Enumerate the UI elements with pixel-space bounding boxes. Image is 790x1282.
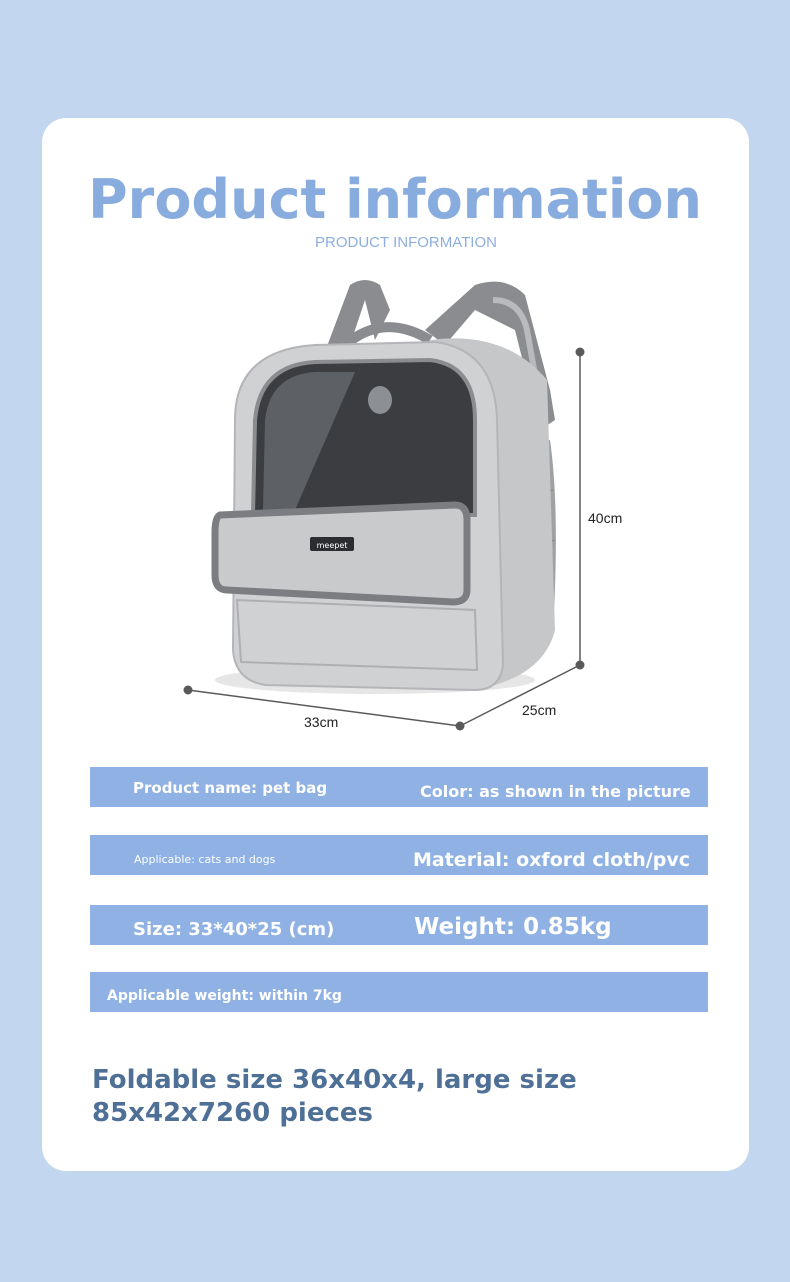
- brand-tag: meepet: [316, 541, 348, 550]
- height-label: 40cm: [588, 510, 623, 526]
- color-text: Color: as shown in the picture: [420, 782, 691, 801]
- pet-backpack-image: [175, 270, 625, 740]
- applicable-weight-text: Applicable weight: within 7kg: [107, 988, 342, 1004]
- weight-text: Weight: 0.85kg: [414, 914, 612, 940]
- size-text: Size: 33*40*25 (cm): [133, 919, 335, 940]
- product-name-text: Product name: pet bag: [133, 779, 328, 797]
- foldable-size-line2: 85x42x7260 pieces: [92, 1098, 373, 1128]
- applicable-text: Applicable: cats and dogs: [134, 853, 276, 866]
- width-label: 33cm: [304, 714, 339, 730]
- page-subtitle: PRODUCT INFORMATION: [315, 234, 497, 251]
- material-text: Material: oxford cloth/pvc: [413, 849, 690, 871]
- foldable-size-line1: Foldable size 36x40x4, large size: [92, 1065, 577, 1095]
- foldable-size-note: [92, 1064, 732, 1130]
- page-title: Product information: [88, 168, 702, 231]
- depth-label: 25cm: [522, 702, 557, 718]
